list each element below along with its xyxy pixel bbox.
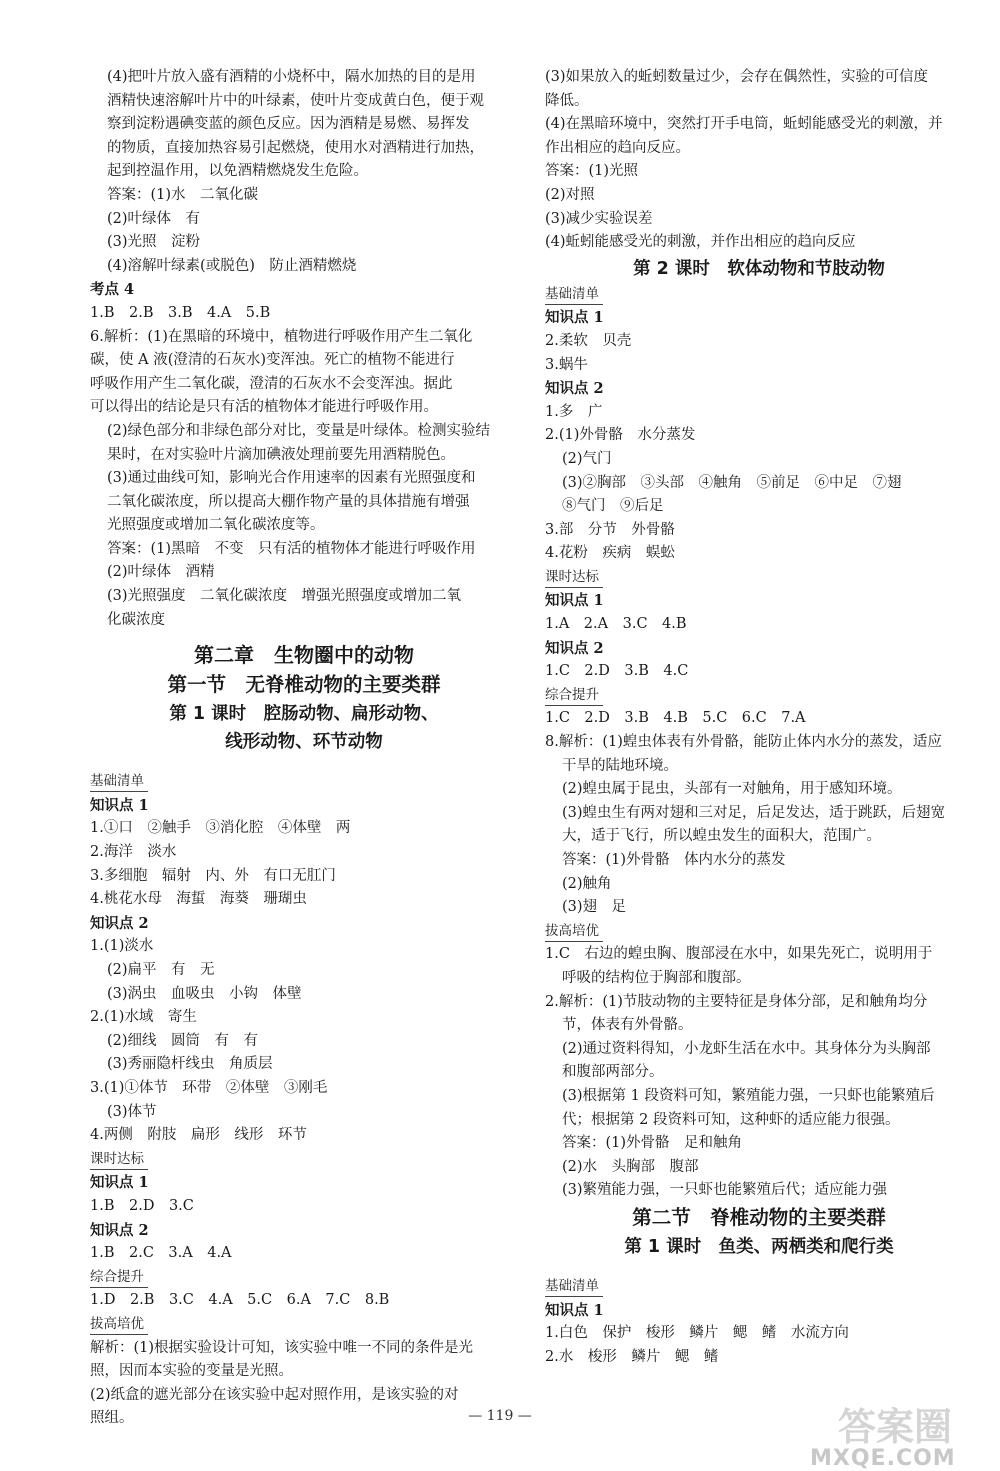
text-line: (4)蚯蚓能感受光的刺激，并作出相应的趋向反应 [545,234,856,251]
subsection-tag: 综合提升 [90,1268,148,1288]
text-line: (3)光照强度 二氧化碳浓度 增强光照强度或增加二氧 [107,588,462,605]
knowledge-point-label: 知识点 1 [545,309,604,327]
subsection-tag: 拔高培优 [90,1315,148,1335]
text-line: 可以得出的结论是只有活的植物体才能进行呼吸作用。 [90,399,438,416]
text-line: 8.解析：(1)蝗虫体表有外骨骼，能防止体内水分的蒸发，适应 [545,734,942,751]
subsection-tag-row [545,566,973,590]
text-line: 6.解析：(1)在黑暗的环境中，植物进行呼吸作用产生二氧化 [90,328,473,345]
page-number: — 119 — [468,1408,532,1424]
text-line: 的物质，直接加热容易引起燃烧，使用水对酒精进行加热， [107,139,484,156]
knowledge-point-label: 知识点 2 [545,639,604,657]
text-line: 解析：(1)根据实验设计可知，该实验中唯一不同的条件是光 [90,1339,474,1356]
text-line: 3.(1)①体节 环带 ②体壁 ③刚毛 [90,1079,328,1096]
text-line: 4.花粉 疾病 蜈蚣 [545,545,675,562]
knowledge-point-label: 知识点 1 [545,592,604,610]
lesson-heading: 第 1 课时 鱼类、两栖类和爬行类 [624,1236,894,1257]
text-line: 1.多 广 [545,403,603,420]
text-line: (3)涡虫 血吸虫 小钩 体壁 [107,985,302,1002]
text-line: 3.部 分节 外骨骼 [545,521,675,538]
text-line: (3)根据第 1 段资料可知，繁殖能力强，一只虾也能繁殖后 [562,1087,935,1104]
text-line: 化碳浓度 [107,611,165,628]
text-line: (3)蝗虫生有两对翅和三对足，后足发达，适于跳跃，后翅宽 [562,804,946,821]
text-line: 1.C 右边的蝗虫胸、腹部浸在水中，如果先死亡，说明用于 [545,946,933,963]
text-line: 大，适于飞行，所以蝗虫发生的面积大，范围广。 [562,828,881,845]
text-line: (2)蝗虫属于昆虫，头部有一对触角，用于感知环境。 [562,781,902,798]
text-line: (4)在黑暗环境中，突然打开手电筒，蚯蚓能感受光的刺激，并 [545,116,943,133]
watermark-logo: 答案圈 [838,1405,953,1449]
text-line: (3)②胸部 ③头部 ④触角 ⑤前足 ⑥中足 ⑦翅 [562,474,902,491]
knowledge-point-label: 知识点 2 [90,914,149,932]
section-heading: 第二节 脊椎动物的主要类群 [632,1205,886,1229]
knowledge-point-label: 知识点 1 [90,796,149,814]
text-line: 干旱的陆地环境。 [562,757,678,774]
knowledge-point-label: 知识点 2 [545,380,604,398]
text-line: (2)纸盒的遮光部分在该实验中起对照作用，是该实验的对 [90,1386,459,1403]
text-line: (2)水 头胸部 腹部 [562,1158,699,1175]
text-line: 1.①口 ②触手 ③消化腔 ④体壁 两 [90,820,351,837]
text-line: 1.C 2.D 3.B 4.B 5.C 6.C 7.A [545,710,806,727]
knowledge-point-label: 考点 4 [90,281,135,299]
text-line: (3)翅 足 [562,899,627,916]
text-line: 1.白色 保护 梭形 鳞片 鳃 鳍 水流方向 [545,1325,849,1342]
text-line: (3)繁殖能力强，一只虾也能繁殖后代；适应能力强 [562,1182,888,1199]
subsection-tag: 基础清单 [545,285,603,305]
section-heading: 第一节 无脊椎动物的主要类群 [167,673,441,697]
watermark-text: MXQE.COM [810,1446,956,1471]
text-line: 酒精快速溶解叶片中的叶绿素，使叶片变成黄白色，便于观 [107,92,484,109]
text-line: 3.蜗牛 [545,356,588,373]
text-line: (2)叶绿体 酒精 [107,564,215,581]
text-line: 察到淀粉遇碘变蓝的颜色反应。因为酒精是易燃、易挥发 [107,116,470,133]
text-line: 作出相应的趋向反应。 [545,139,690,156]
subsection-tag-row [545,920,973,944]
text-line: (3)如果放入的蚯蚓数量过少，会存在偶然性，实验的可信度 [545,69,929,85]
subsection-tag: 综合提升 [545,686,603,706]
text-line: 答案：(1)光照 [545,163,639,180]
text-line: 呼吸作用产生二氧化碳，澄清的石灰水不会变浑浊。据此 [90,375,453,392]
text-line: (4)把叶片放入盛有酒精的小烧杯中，隔水加热的目的是用 [107,69,476,85]
knowledge-point-label: 知识点 1 [545,1301,604,1319]
text-line: 代；根据第 2 段资料可知，这种虾的适应能力很强。 [562,1111,900,1128]
knowledge-point-label: 知识点 2 [90,1221,149,1239]
right-column [545,66,973,1369]
text-line: ⑧气门 ⑨后足 [562,498,664,515]
text-line: 2.海洋 淡水 [90,844,177,861]
text-line: 起到控温作用，以免酒精燃烧发生危险。 [107,163,368,180]
text-line: (3)光照 淀粉 [107,234,201,251]
text-line: 答案：(1)黑暗 不变 只有活的植物体才能进行呼吸作用 [107,540,476,557]
left-column [90,66,518,1431]
spacer [90,756,518,770]
lesson-heading: 第 1 课时 腔肠动物、扁形动物、 [169,704,439,725]
text-line: (3)体节 [107,1103,157,1120]
text-line: (2)叶绿体 有 [107,210,201,227]
text-line: 2.柔软 贝壳 [545,332,632,349]
text-line: 1.B 2.C 3.A 4.A [90,1245,232,1262]
text-line: 4.两侧 附肢 扁形 线形 环节 [90,1127,307,1144]
text-line: 碳，使 A 液(澄清的石灰水)变浑浊。死亡的植物不能进行 [90,352,455,369]
lesson-heading: 线形动物、环节动物 [225,732,383,753]
text-line: (2)通过资料得知，小龙虾生活在水中。其身体分为头胸部 [562,1040,931,1057]
subsection-tag-row [90,1148,518,1172]
text-line: (4)溶解叶绿素(或脱色) 防止酒精燃烧 [107,257,357,274]
subsection-tag-row [90,1266,518,1290]
subsection-tag: 拔高培优 [545,922,603,942]
text-line: 4.桃花水母 海蜇 海葵 珊瑚虫 [90,891,307,908]
text-line: (2)扁平 有 无 [107,962,215,978]
text-line: (2)细线 圆筒 有 有 [107,1032,259,1049]
knowledge-point-label: 知识点 1 [90,1174,149,1192]
text-line: 1.B 2.B 3.B 4.A 5.B [90,304,271,321]
text-line: (2)触角 [562,875,612,892]
text-line: 果时，在对实验叶片滴加碘液处理前要先用酒精脱色。 [107,446,455,463]
text-line: 二氧化碳浓度，所以提高大棚作物产量的具体措施有增强 [107,493,470,510]
text-line: (2)绿色部分和非绿色部分对比，变量是叶绿体。检测实验结 [107,422,491,439]
text-line: 1.A 2.A 3.C 4.B [545,616,687,633]
text-line: 照组。 [90,1410,134,1427]
text-line: 1.D 2.B 3.C 4.A 5.C 6.A 7.C 8.B [90,1292,390,1309]
subsection-tag-row [90,770,518,794]
text-line: 答案：(1)外骨骼 足和触角 [562,1135,743,1152]
subsection-tag: 课时达标 [90,1150,148,1170]
text-line: 答案：(1)外骨骼 体内水分的蒸发 [562,852,786,868]
subsection-tag-row [545,283,973,307]
text-line: 光照强度或增加二氧化碳浓度等。 [107,517,325,534]
text-line: (3)秀丽隐杆线虫 角质层 [107,1056,273,1073]
text-line: 1.B 2.D 3.C [90,1197,194,1214]
subsection-tag: 基础清单 [90,772,148,792]
subsection-tag-row [90,1313,518,1337]
text-line: 节，体表有外骨骼。 [562,1017,693,1034]
subsection-tag: 基础清单 [545,1277,603,1297]
text-line: 2.解析：(1)节肢动物的主要特征是身体分部，足和触角均分 [545,993,928,1010]
text-line: 答案：(1)水 二氧化碳 [107,186,259,203]
text-line: 2.(1)水域 寄生 [90,1009,197,1026]
text-line: 呼吸的结构位于胸部和腹部。 [562,969,751,986]
text-line: 2.(1)外骨骼 水分蒸发 [545,427,696,444]
text-line: (2)对照 [545,186,595,203]
subsection-tag: 课时达标 [545,568,603,588]
spacer [545,1261,973,1275]
text-line: 降低。 [545,92,589,109]
text-line: 3.多细胞 辐射 内、外 有口无肛门 [90,867,336,884]
text-line: 2.水 梭形 鳞片 鳃 鳍 [545,1348,719,1365]
subsection-tag-row [545,1275,973,1299]
text-line: 和腹部两部分。 [562,1064,664,1081]
text-line: 照，因而本实验的变量是光照。 [90,1363,293,1380]
chapter-heading: 第二章 生物圈中的动物 [194,643,414,668]
text-line: (3)减少实验误差 [545,210,653,227]
subsection-tag-row [545,684,973,708]
text-line: 1.C 2.D 3.B 4.C [545,663,689,680]
lesson-heading: 第 2 课时 软体动物和节肢动物 [633,258,885,279]
text-line: (2)气门 [562,450,612,467]
text-line: (3)通过曲线可知，影响光合作用速率的因素有光照强度和 [107,470,476,487]
text-line: 1.(1)淡水 [90,938,154,955]
